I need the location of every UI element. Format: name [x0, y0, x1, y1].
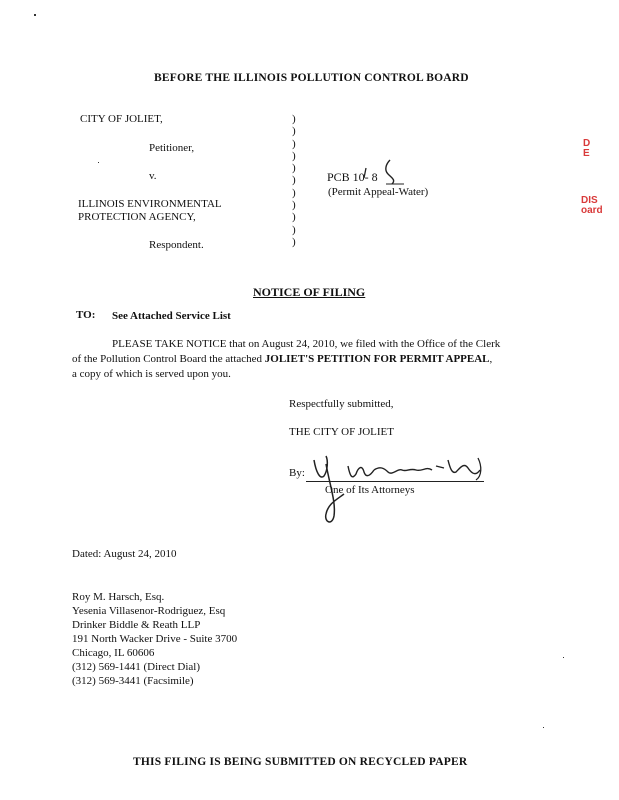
- case-number-handwriting: [358, 158, 408, 188]
- document-header: BEFORE THE ILLINOIS POLLUTION CONTROL BOARD: [154, 72, 469, 84]
- recycled-paper-footer: THIS FILING IS BEING SUBMITTED ON RECYCLED PAPER: [133, 756, 468, 768]
- caption-paren-column: ) ) ) ) ) ) ) ) ) ) ): [292, 113, 296, 248]
- respectfully-submitted: Respectfully submitted,: [289, 398, 394, 410]
- body-line-2-suffix: ,: [489, 353, 493, 365]
- attorney-line-4: 191 North Wacker Drive - Suite 3700: [72, 633, 238, 645]
- scan-speck: [34, 14, 36, 16]
- petition-title: JOLIET'S PETITION FOR PERMIT APPEAL: [264, 353, 490, 365]
- scan-speck: [563, 657, 564, 658]
- case-type: (Permit Appeal-Water): [328, 186, 429, 198]
- petitioner-role: Petitioner,: [149, 142, 195, 154]
- attorney-line-1: Roy M. Harsch, Esq.: [72, 591, 165, 603]
- respondent-name-line2: PROTECTION AGENCY,: [78, 211, 196, 223]
- respondent-role: Respondent.: [149, 239, 204, 251]
- body-line-2-prefix: of the Pollution Control Board the attached: [72, 353, 265, 365]
- dated-line: Dated: August 24, 2010: [72, 548, 177, 560]
- versus-label: v.: [149, 170, 157, 182]
- by-label: By:: [289, 467, 305, 479]
- attorney-line-3: Drinker Biddle & Reath LLP: [72, 619, 201, 631]
- case-number-text: PCB 10- 8: [327, 170, 378, 184]
- body-line-1: PLEASE TAKE NOTICE that on August 24, 2010, we filed with the Office of the Clerk: [112, 338, 501, 350]
- body-line-3: a copy of which is served upon you.: [72, 368, 231, 380]
- body-line-2: [72, 353, 492, 365]
- clerk-stamp-fragment-top: D E: [583, 138, 591, 159]
- petitioner-name: CITY OF JOLIET,: [80, 113, 163, 125]
- notice-title: NOTICE OF FILING: [253, 285, 366, 299]
- party-name: THE CITY OF JOLIET: [289, 426, 394, 438]
- respondent-name-line1: ILLINOIS ENVIRONMENTAL: [78, 198, 222, 210]
- scan-speck: [543, 727, 544, 728]
- attorney-line-2: Yesenia Villasenor-Rodriguez, Esq: [72, 605, 226, 617]
- to-label: TO:: [76, 309, 96, 321]
- attorney-line-6: (312) 569-1441 (Direct Dial): [72, 661, 200, 673]
- scan-speck: [98, 162, 99, 163]
- signature-caption: One of Its Attorneys: [325, 484, 415, 496]
- clerk-stamp-fragment-bottom: DIS oard: [581, 195, 603, 216]
- attorney-line-7: (312) 569-3441 (Facsimile): [72, 675, 194, 687]
- attorney-line-5: Chicago, IL 60606: [72, 647, 155, 659]
- to-value: See Attached Service List: [112, 310, 231, 322]
